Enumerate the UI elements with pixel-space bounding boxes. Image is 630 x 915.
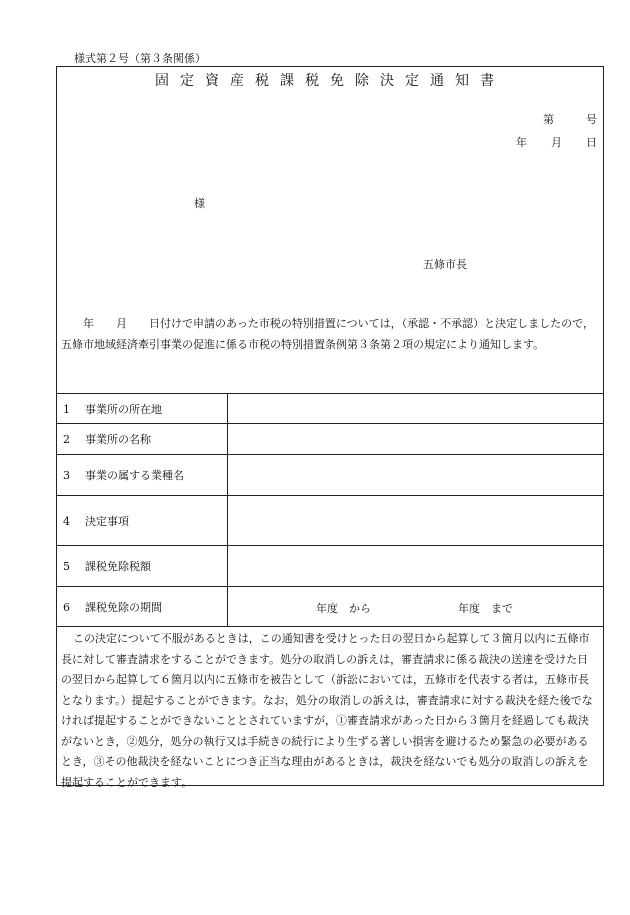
date-month: 月 (551, 136, 562, 149)
date-year: 年 (516, 136, 527, 149)
items-table (56, 393, 604, 627)
item-label: 5 課税免除税額 (57, 546, 228, 587)
form-number: 様式第２号（第３条関係） (74, 52, 206, 65)
notice-form (56, 66, 604, 789)
addressee-suffix: 様 (194, 197, 205, 210)
table-row (57, 546, 604, 587)
item-value-exempt-amount[interactable] (228, 546, 604, 587)
item-value-decision[interactable] (228, 496, 604, 546)
period-to: 年度 まで (458, 602, 513, 615)
table-row (57, 496, 604, 546)
item-label: 2 事業所の名称 (57, 424, 228, 455)
table-row (57, 394, 604, 424)
date-line (516, 134, 597, 150)
item-value-period[interactable] (228, 587, 604, 627)
period-from: 年度 から (316, 602, 371, 615)
item-label: 4 決定事項 (57, 496, 228, 546)
number-dai: 第 (543, 113, 554, 126)
issuer-name: 五條市長 (423, 258, 467, 271)
table-row (57, 455, 604, 496)
number-go: 号 (586, 113, 597, 126)
item-value-location[interactable] (228, 394, 604, 424)
table-row (57, 587, 604, 627)
body-paragraph: 年 月 日付けで申請のあった市税の特別措置については，（承認・不承認）と決定しましたので，五條市地域経済牽引事業の促進に係る市税の特別措置条例第３条第２項の規定により通知します。 (61, 317, 594, 351)
item-value-industry[interactable] (228, 455, 604, 496)
date-day: 日 (586, 136, 597, 149)
item-value-name[interactable] (228, 424, 604, 455)
appeal-notice: この決定について不服があるときは，この通知書を受けとった日の翌日から起算して３箇月以内に五條市長に対して審査請求をすることができます。処分の取消しの訴えは，審査請求に係る裁決の送達を受けた日の翌日から起算して６箇月以内に五條市を被告として（訴訟においては，五條市を代表する者は，五條市長となります。）提起することができます。なお，処分の取消しの訴えは，審査請求に対する裁決を経た後でなければ提起することができないこととされていますが，①審査請求があった日から３箇月を経過しても裁決がないとき，②処分，処分の執行又は手続きの続行により生ずる著しい損害を避けるため緊急の必要があるとき，③その他裁決を経ないことにつき正当な理由があるときは，裁決を経ないでも処分の取消しの訴えを提起することができます。 (61, 632, 593, 789)
item-label: 6 課税免除の期間 (57, 587, 228, 627)
document-number-line (543, 111, 597, 127)
document-title: 固定資産税課税免除決定通知書 (155, 73, 505, 89)
table-row (57, 424, 604, 455)
item-label: 1 事業所の所在地 (57, 394, 228, 424)
item-label: 3 事業の属する業種名 (57, 455, 228, 496)
